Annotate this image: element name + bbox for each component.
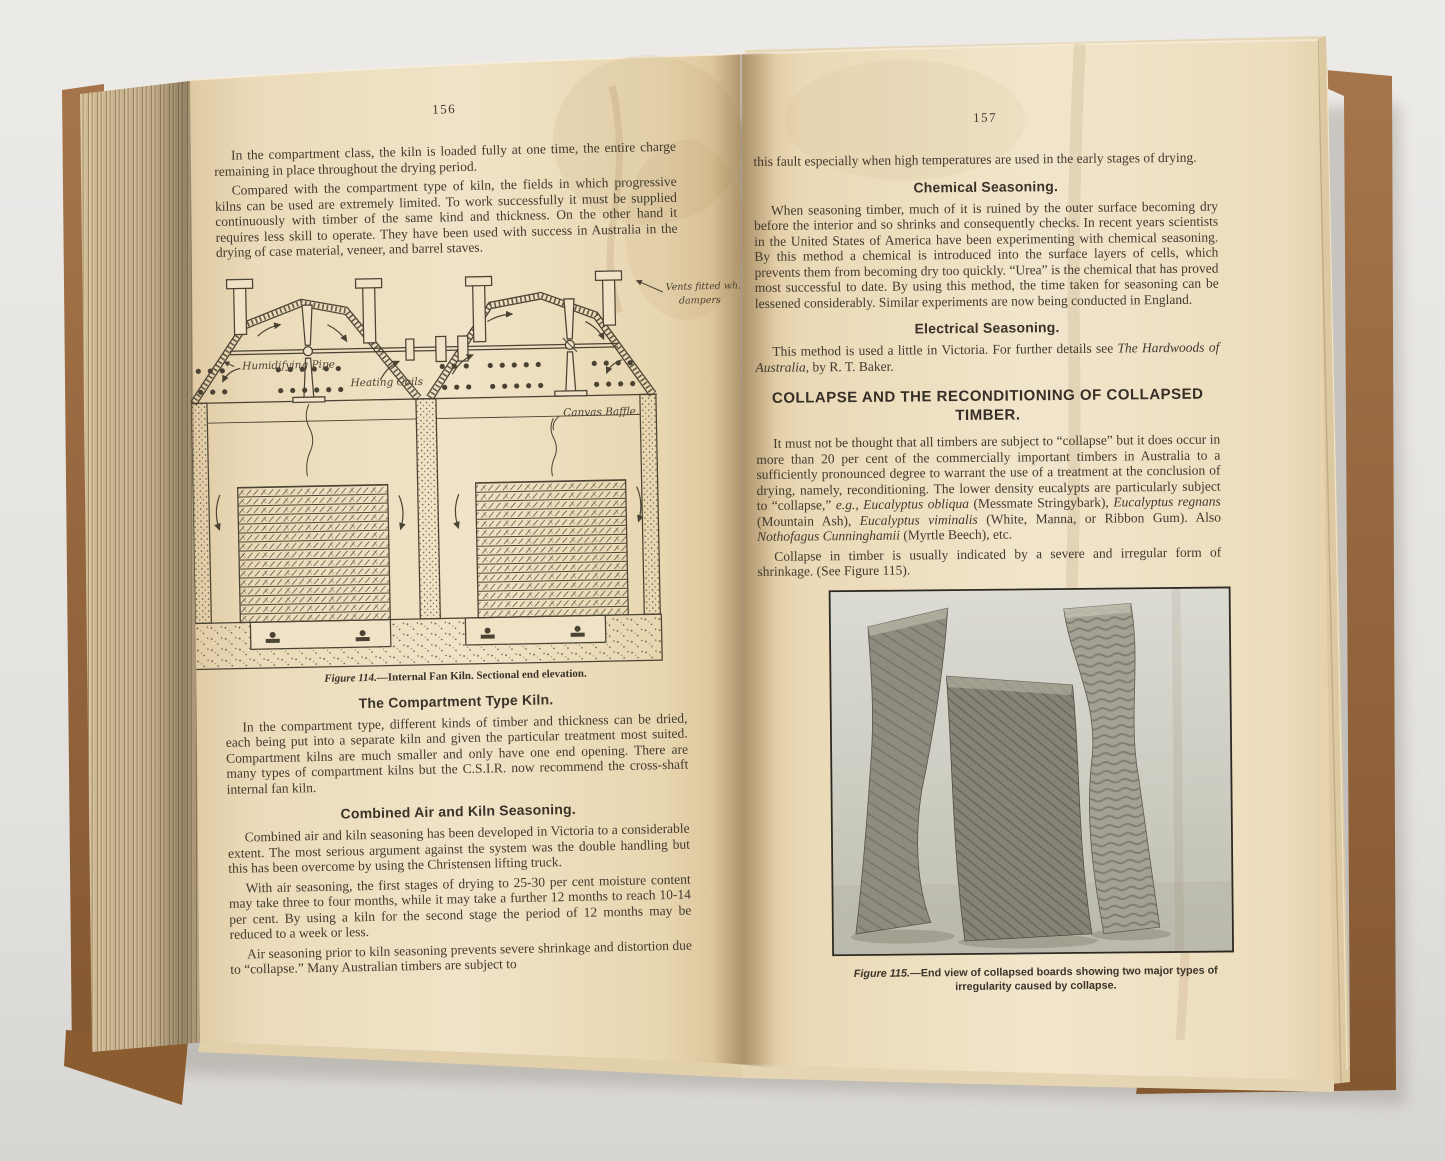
- heading-electrical-seasoning: Electrical Seasoning.: [914, 319, 1060, 337]
- paragraph: In the compartment type, different kinds of timber and thickness can be dried, each being put into a separate kiln and given the particular treatment most suited. Compartment kilns are much smaller and only have one end opening. There are many types of compartment kilns but the C.S.I.R. now recommend the cross-shaft internal fan kiln.: [225, 710, 689, 797]
- figure-115-caption: Figure 115.—End view of collapsed boards showing two major types of irregularity caused by collapse.: [853, 964, 1218, 993]
- label-canvas-baffle: Canvas Baffle.: [563, 405, 640, 419]
- label-humidifying-pipe: Humidifying Pipe: [242, 358, 335, 372]
- paragraph: This method is used a little in Victoria. For further details see The Hardwoods of Australia, by R. T. Baker.: [755, 339, 1220, 375]
- paragraph: It must not be thought that all timbers are subject to “collapse” but it does occur in more than 20 per cent of the commercially important timbers in Australia to a sufficiently pronounced degree to warrant the use of a treatment at the conclusion of drying, namely, reconditioning. The lower density eucalypts are particularly subject to “collapse,” e.g., Eucalyptus obliqua (Messmate Stringybark), Eucalyptus regnans (Mountain Ash), Eucalyptus viminalis (White, Manna, or Ribbon Gum). Also Nothofagus Cunninghamii (Myrtle Beech), etc.: [756, 431, 1221, 544]
- internal-fan-kiln-drawing: [188, 262, 756, 673]
- heading-combined-air-kiln-seasoning: Combined Air and Kiln Seasoning.: [340, 800, 577, 822]
- label-vents-line2: dampers: [678, 294, 721, 307]
- board-middle-wide: [946, 674, 1092, 940]
- figure-115-collapsed-boards-photo: [820, 583, 1249, 995]
- label-vents-line1: Vents fitted wh.: [665, 279, 742, 293]
- label-heating-coils: Heating Coils: [350, 375, 424, 389]
- page-number-left: 156: [431, 101, 457, 117]
- timber-stack-left: [238, 484, 391, 622]
- paragraph: When seasoning timber, much of it is ruined by the outer surface becoming dry before the interior and so shrinks and consequently checks. In recent years scientists in the United States of America have been experimenting with chemical seasoning. By this method a chemical is introduced into the surface layers of cells, which prevents them from becoming dry too quickly. “Urea” is the chemical that has proved most successful to date. By using this method, the time taken for seasoning can be lessened considerably. Similar experiments are now being conducted in England.: [754, 198, 1219, 311]
- collapsed-boards-plate: [820, 583, 1249, 962]
- vent-chimneys: [226, 270, 622, 346]
- page-number-right: 157: [972, 109, 998, 125]
- paragraph: Collapse in timber is usually indicated by a severe and irregular form of shrinkage. (See Figure 115).: [757, 544, 1222, 579]
- paragraph: Compared with the compartment type of kiln, the fields in which progressive kilns can be used are extremely limited. To work successfully it must be supplied continuously with timber of the same kind and thickness. On the other hand it requires less skill to operate. They have been used with success in Australia in the drying of case material, veneer, and barrel staves.: [214, 173, 678, 260]
- canvas-baffle-line-left: [305, 404, 313, 476]
- canvas-baffle-line-right: [551, 418, 557, 476]
- figure-114-caption: Figure 114.—Internal Fan Kiln. Sectional end elevation.: [324, 667, 587, 685]
- timber-stack-right: [476, 479, 629, 617]
- paragraph: this fault especially when high temperatures are used in the early stages of drying.: [753, 149, 1197, 169]
- paragraph: In the compartment class, the kiln is loaded fully at one time, the entire charge remaining in place throughout the drying period.: [214, 138, 677, 179]
- heading-collapse-reconditioning: COLLAPSE AND THE RECONDITIONING OF COLLAPSED TIMBER.: [771, 385, 1204, 425]
- paragraph: With air seasoning, the first stages of drying to 25-30 per cent moisture content may take three to four months, while it may take a further 12 months to reach 10-14 per cent. By using a kiln for the second stage the period of 12 months may be reduced to a week or less.: [228, 871, 692, 942]
- figure-114-kiln-diagram: [188, 263, 742, 673]
- page-156: [213, 97, 742, 982]
- paragraph: Combined air and kiln seasoning has been developed in Victoria to a considerable extent. The most serious argument against the system was the double handling but this has been overcome by using the Christensen lifting truck.: [227, 820, 691, 876]
- paragraph: Air seasoning prior to kiln seasoning prevents severe shrinkage and distortion due to “collapse.” Many Australian timbers are subject to: [230, 937, 693, 977]
- page-157: [753, 108, 1225, 996]
- heading-compartment-type-kiln: The Compartment Type Kiln.: [358, 690, 554, 711]
- heading-chemical-seasoning: Chemical Seasoning.: [913, 177, 1059, 195]
